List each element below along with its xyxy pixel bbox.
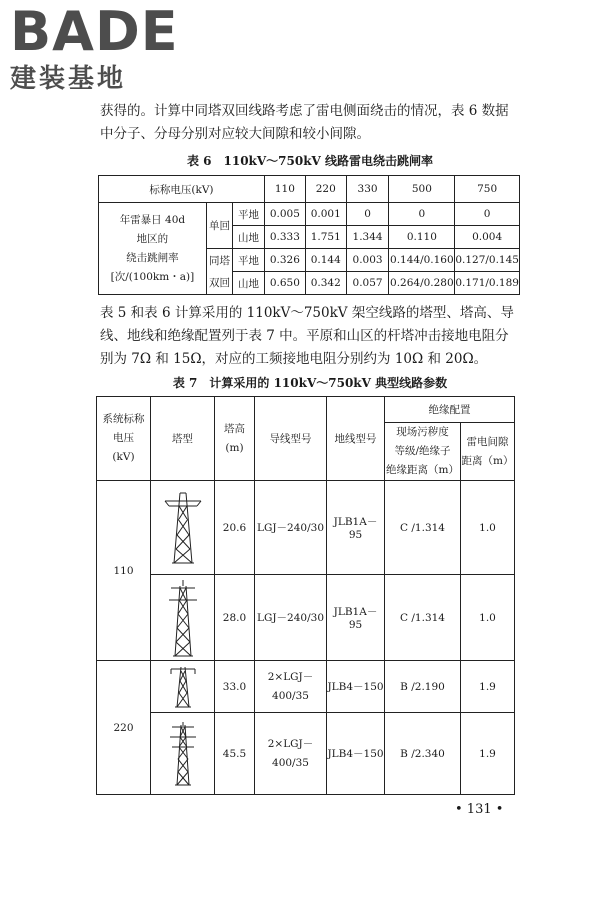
conductor-cell (255, 481, 327, 575)
height-cell: 28.0 (215, 575, 255, 661)
table7-row (97, 661, 515, 713)
table7 (96, 396, 515, 795)
value-cell: 0.264/0.280 (389, 272, 455, 295)
ground-wire-cell: JLB1A－95 (327, 481, 385, 575)
logo-wordmark: BADE (10, 0, 179, 63)
height-cell: 33.0 (215, 661, 255, 713)
value-cell: 1.751 (305, 226, 346, 249)
value-cell: 0.127/0.145 (455, 249, 520, 272)
tower-cell (151, 575, 215, 661)
header-line: (kV) (112, 451, 135, 463)
value-cell: 0 (346, 203, 389, 226)
table6-header-row (99, 176, 520, 203)
conductor-cell (255, 661, 327, 713)
table6 (98, 175, 520, 295)
logo-subtitle: 建装基地 (10, 64, 127, 94)
conductor-line: 400/35 (272, 756, 309, 769)
value-cell: 0.003 (346, 249, 389, 272)
value-cell: 0 (389, 203, 455, 226)
conductor-line: LGJ－240/30 (256, 522, 324, 534)
lattice-tower-icon (167, 665, 199, 709)
table7-row (97, 481, 515, 575)
header-conductor: 导线型号 (255, 397, 327, 481)
conductor-line: 2×LGJ－ (267, 670, 314, 683)
conductor-cell (255, 575, 327, 661)
header-line: 雷电间隙 (466, 435, 509, 448)
table6-row (99, 203, 520, 226)
conductor-cell (255, 713, 327, 795)
pollution-cell: B /2.190 (385, 661, 461, 713)
header-line: 系统标称 (102, 413, 145, 425)
header-height (215, 397, 255, 481)
value-cell: 0.171/0.189 (455, 272, 520, 295)
value-cell: 0.004 (455, 226, 520, 249)
value-cell: 0.110 (389, 226, 455, 249)
pollution-cell: B /2.340 (385, 713, 461, 795)
value-cell: 0.144/0.160 (389, 249, 455, 272)
lattice-tower-icon (163, 491, 203, 565)
circuit-label-line: 单回 (208, 220, 230, 232)
circuit-label-line: 双回 (208, 276, 230, 289)
value-cell: 0.001 (305, 203, 346, 226)
ground-wire-cell: JLB4－150 (327, 661, 385, 713)
conductor-line: LGJ－240/30 (256, 612, 324, 624)
terrain-cell: 山地 (233, 272, 265, 295)
voltage-cell: 110 (97, 481, 151, 661)
height-cell: 45.5 (215, 713, 255, 795)
logo (10, 0, 179, 94)
table6-voltage: 330 (346, 176, 389, 203)
double-circuit-tower-icon (166, 721, 200, 787)
row-label-line: [次/(100km・a)] (110, 270, 195, 283)
ground-wire-cell: JLB1A－95 (327, 575, 385, 661)
voltage-cell: 220 (97, 661, 151, 795)
pollution-cell: C /1.314 (385, 481, 461, 575)
header-line: 等级/绝缘子 (394, 445, 451, 457)
header-ground-wire: 地线型号 (327, 397, 385, 481)
value-cell: 0.326 (264, 249, 305, 272)
header-line: 现场污秽度 (396, 426, 449, 438)
header-line: 电压 (113, 432, 134, 444)
table6-header-label: 标称电压(kV) (99, 176, 265, 203)
header-line: (m) (225, 441, 244, 454)
value-cell: 0.005 (264, 203, 305, 226)
table6-voltage: 750 (455, 176, 520, 203)
header-pollution (385, 423, 461, 481)
header-line: 距离（m） (461, 454, 514, 467)
value-cell: 0.057 (346, 272, 389, 295)
gap-cell: 1.9 (461, 713, 515, 795)
terrain-cell: 平地 (233, 249, 265, 272)
header-line: 绝缘距离（m） (386, 464, 459, 476)
table7-header-row (97, 397, 515, 423)
header-gap (461, 423, 515, 481)
table6-voltage: 220 (305, 176, 346, 203)
tower-cell (151, 481, 215, 575)
tall-lattice-tower-icon (163, 578, 203, 658)
table6-caption: 表 6 110kV～750kV 线路雷电绕击跳闸率 (186, 154, 434, 168)
gap-cell: 1.0 (461, 481, 515, 575)
value-cell: 0.342 (305, 272, 346, 295)
terrain-cell: 平地 (233, 203, 265, 226)
conductor-line: 400/35 (272, 689, 309, 702)
terrain-cell: 山地 (233, 226, 265, 249)
ground-wire-cell: JLB4－150 (327, 713, 385, 795)
header-voltage (97, 397, 151, 481)
pollution-cell: C /1.314 (385, 575, 461, 661)
intro-paragraph: 获得的。计算中同塔双回线路考虑了雷电侧面绕击的情况，表 6 数据中分子、分母分别对应较大间隙和较小间隙。 (100, 103, 509, 142)
table6-voltage: 110 (264, 176, 305, 203)
tower-cell (151, 713, 215, 795)
row-label-line: 地区的 (136, 232, 169, 245)
header-insulation: 绝缘配置 (385, 397, 515, 423)
tower-cell (151, 661, 215, 713)
value-cell: 0 (455, 203, 520, 226)
table7-caption: 表 7 计算采用的 110kV～750kV 典型线路参数 (172, 376, 448, 390)
conductor-line: 2×LGJ－ (267, 737, 314, 750)
value-cell: 0.650 (264, 272, 305, 295)
double-circuit-label (206, 249, 232, 295)
value-cell: 0.333 (264, 226, 305, 249)
row-label-line: 年雷暴日 40d (119, 213, 186, 226)
table6-row-label (99, 203, 207, 295)
header-tower-type: 塔型 (151, 397, 215, 481)
header-line: 塔高 (224, 422, 245, 435)
page-number: • 131 • (455, 802, 504, 817)
middle-paragraph: 表 5 和表 6 计算采用的 110kV～750kV 架空线路的塔型、塔高、导线、地线和绝缘配置列于表 7 中。平原和山区的杆塔冲击接地电阻分别为 7Ω 和 15Ω，对应的工频接地电阻分别约为 10Ω 和 20Ω。 (100, 305, 514, 367)
value-cell: 1.344 (346, 226, 389, 249)
circuit-label-line: 同塔 (208, 254, 230, 267)
value-cell: 0.144 (305, 249, 346, 272)
table7-row (97, 713, 515, 795)
gap-cell: 1.0 (461, 575, 515, 661)
single-circuit-label (206, 203, 232, 249)
gap-cell: 1.9 (461, 661, 515, 713)
height-cell: 20.6 (215, 481, 255, 575)
table6-voltage: 500 (389, 176, 455, 203)
table7-row (97, 575, 515, 661)
row-label-line: 绕击跳闸率 (126, 251, 179, 264)
